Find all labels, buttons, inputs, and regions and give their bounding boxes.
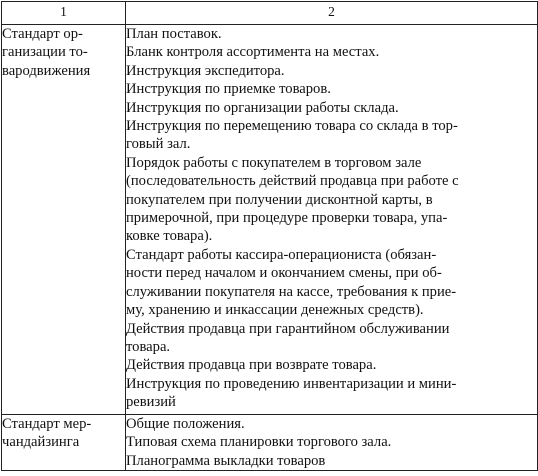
standard-name-cell <box>2 415 126 471</box>
standard-content-cell <box>126 25 538 415</box>
header-cell-1: 1 <box>2 2 126 25</box>
content-line: Общие положения. <box>126 416 245 432</box>
content-line: Инструкция экспедитора. <box>126 62 285 79</box>
standard-name-line: чандайзинга <box>2 434 80 451</box>
content-line: Действия продавца при гарантийном обслуживании <box>126 320 450 337</box>
content-line: говый зал. <box>126 136 191 153</box>
content-line: Инструкция по приемке товаров. <box>126 81 331 98</box>
content-line: План поставок. <box>126 26 222 42</box>
content-line: ковке товара). <box>126 228 213 245</box>
content-line: Бланк контроля ассортимента на местах. <box>126 44 380 61</box>
content-line: Инструкция по перемещению товара со склада в тор- <box>126 118 458 135</box>
standard-name-line: Стандарт ор- <box>2 26 83 42</box>
content-line: Стандарт работы кассира-операциониста (обязан- <box>126 246 437 263</box>
standard-name-line: Стандарт мер- <box>2 416 92 432</box>
header-cell-2: 2 <box>126 2 538 25</box>
content-line: служивании покупателя на кассе, требования к прие- <box>126 283 457 300</box>
content-line: Порядок работы с покупателем в торговом зале <box>126 154 422 171</box>
standard-name-line: ганизации то- <box>2 44 88 61</box>
table-row <box>2 25 538 415</box>
content-line: покупателем при получении дисконтной карты, в <box>126 191 433 208</box>
standard-name-line: вародвижения <box>2 62 91 79</box>
content-line: ревизий <box>126 394 176 411</box>
content-line: товара. <box>126 338 171 355</box>
content-line: Планограмма выкладки товаров <box>126 452 326 469</box>
content-line: Инструкция по организации работы склада. <box>126 99 399 116</box>
content-line: ности перед началом и окончанием смены, при об- <box>126 265 442 282</box>
content-line: (последовательность действий продавца при работе с <box>126 173 459 190</box>
header-row <box>2 2 538 25</box>
standards-table <box>1 1 538 471</box>
content-line: Типовая схема планировки торгового зала. <box>126 434 392 451</box>
content-line: примерочной, при процедуре проверки товара, упа- <box>126 210 448 227</box>
content-line: Действия продавца при возврате товара. <box>126 357 377 374</box>
content-line: Инструкция по проведению инвентаризации и мини- <box>126 375 457 392</box>
standard-content-cell <box>126 415 538 471</box>
standard-name-cell <box>2 25 126 415</box>
content-line: му, хранению и инкассации денежных средств). <box>126 302 424 319</box>
table-row <box>2 415 538 471</box>
